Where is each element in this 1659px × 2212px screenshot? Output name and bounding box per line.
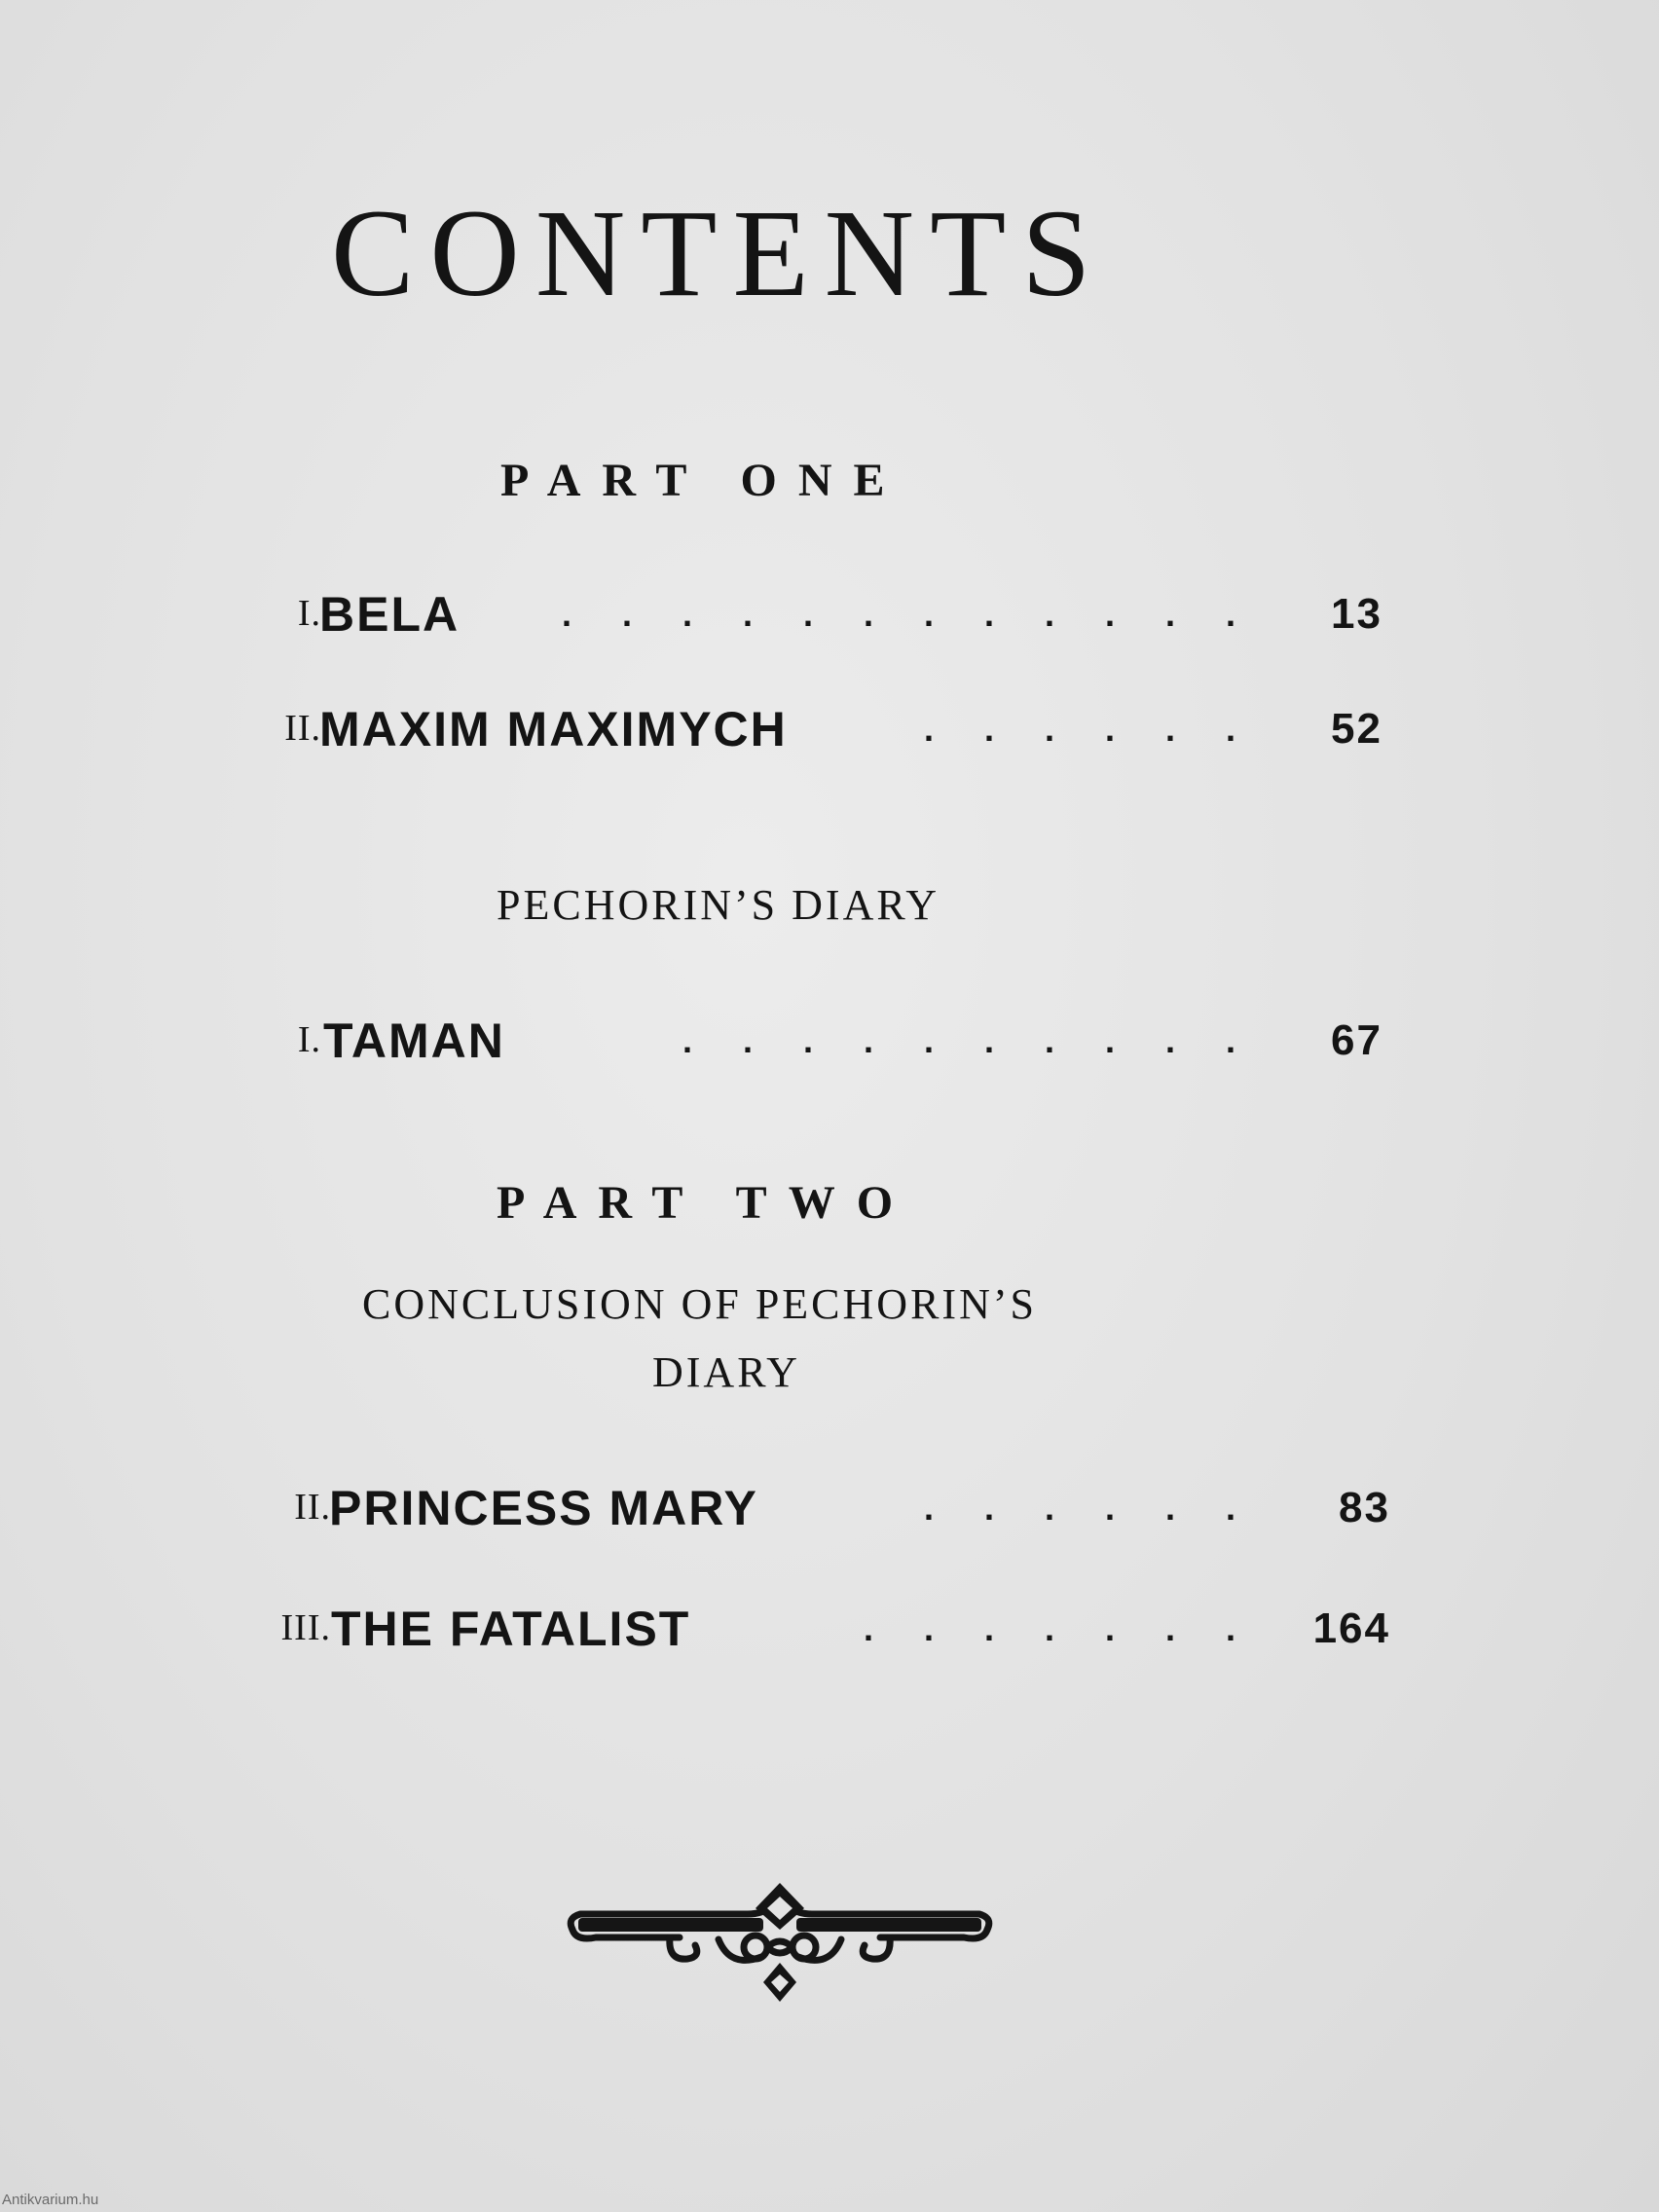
page-number: 67 xyxy=(1331,1016,1382,1064)
part-two-heading: PART TWO xyxy=(497,1177,915,1229)
chapter-numeral: II. xyxy=(284,708,321,749)
chapter-title: THE FATALIST xyxy=(331,1602,691,1656)
chapter-numeral: I. xyxy=(297,1019,321,1060)
chapter-numeral: I. xyxy=(297,593,321,634)
dot-leader: . . . . . . . . . . . . xyxy=(561,594,1256,634)
toc-entry-maxim-maximych[interactable] xyxy=(243,689,1382,757)
part-one-heading: PART ONE xyxy=(500,455,906,506)
dot-leader: . . . . . . xyxy=(923,1488,1256,1528)
conclusion-heading-line2: DIARY xyxy=(652,1348,800,1396)
toc-entry-bela[interactable] xyxy=(243,574,1382,643)
dot-leader: . . . . . . xyxy=(923,709,1256,749)
chapter-numeral: II. xyxy=(294,1487,331,1528)
ornament-icon xyxy=(563,1879,997,2008)
pechorins-diary-heading: PECHORIN’S DIARY xyxy=(497,881,940,929)
page-number: 164 xyxy=(1312,1604,1390,1652)
page-number: 52 xyxy=(1331,705,1382,753)
chapter-title: BELA xyxy=(319,587,461,642)
toc-entry-princess-mary[interactable] xyxy=(243,1468,1390,1536)
dot-leader: . . . . . . . xyxy=(863,1608,1256,1648)
page-title: CONTENTS xyxy=(331,184,1107,322)
toc-entry-taman[interactable] xyxy=(243,1001,1382,1069)
watermark: Antikvarium.hu xyxy=(2,2192,99,2208)
conclusion-heading-line1: CONCLUSION OF PECHORIN’S xyxy=(362,1280,1037,1328)
toc-entry-the-fatalist[interactable] xyxy=(243,1589,1390,1657)
chapter-title: TAMAN xyxy=(323,1014,505,1068)
chapter-numeral: III. xyxy=(280,1607,331,1648)
page-number: 13 xyxy=(1331,590,1382,638)
page-number: 83 xyxy=(1339,1484,1390,1531)
chapter-title: PRINCESS MARY xyxy=(329,1481,758,1535)
chapter-title: MAXIM MAXIMYCH xyxy=(319,702,788,756)
dot-leader: . . . . . . . . . . xyxy=(682,1020,1256,1060)
